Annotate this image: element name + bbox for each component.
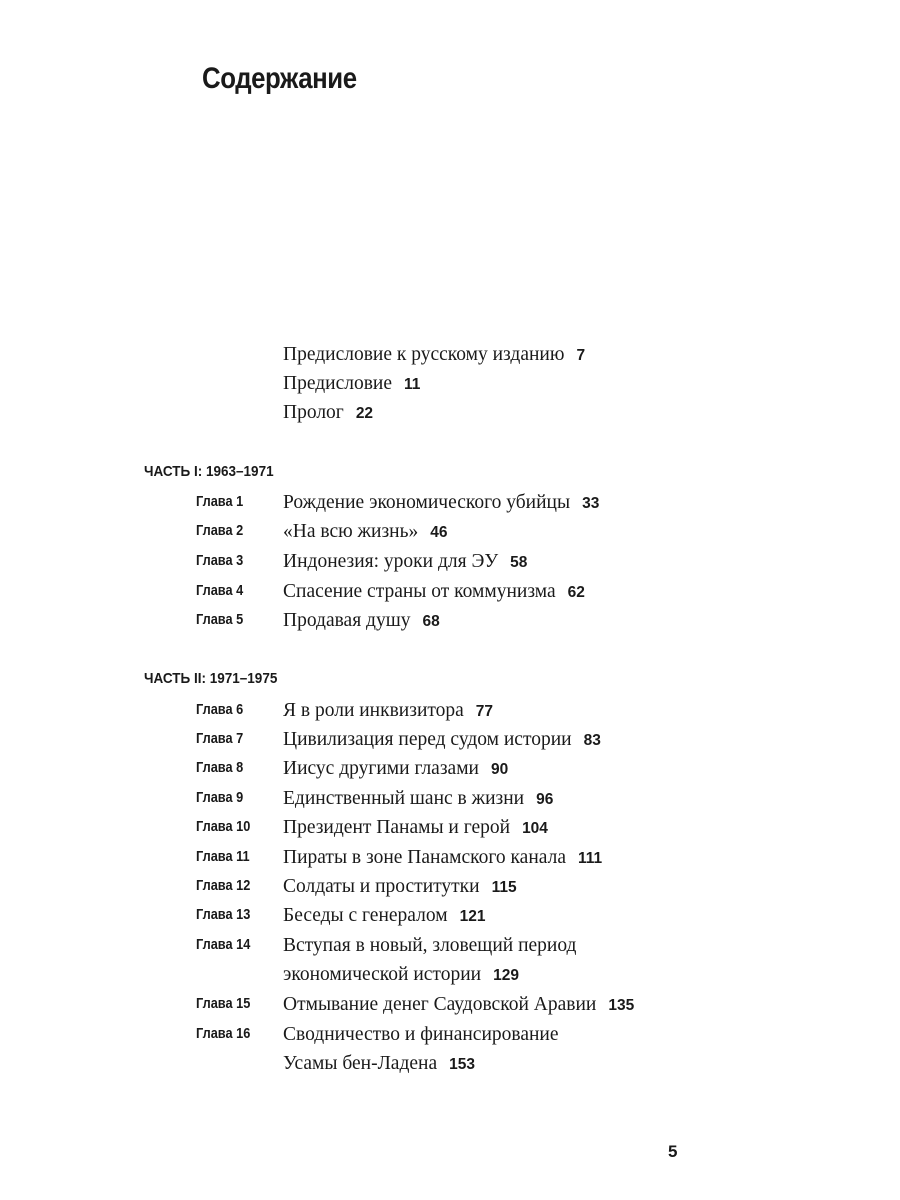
entry-title: Предисловие к русскому изданию — [283, 344, 565, 365]
toc-entry-chapter-3[interactable] — [283, 547, 527, 577]
entry-page: 90 — [490, 761, 509, 778]
toc-entry-chapter-15[interactable] — [283, 990, 634, 1020]
entry-title: Продавая душу — [283, 610, 411, 631]
chapter-label: Глава 3 — [196, 553, 244, 569]
entry-page: 58 — [510, 554, 528, 571]
entry-title: Единственный шанс в жизни — [283, 788, 525, 809]
toc-entry-chapter-12[interactable] — [283, 872, 517, 902]
entry-page: 11 — [404, 376, 421, 393]
toc-entry-chapter-7[interactable] — [283, 725, 601, 755]
page-number: 5 — [668, 1142, 678, 1161]
entry-title: Индонезия: уроки для ЭУ — [283, 551, 499, 572]
toc-entry-chapter-10[interactable] — [283, 813, 548, 843]
entry-title: «На всю жизнь» — [283, 521, 419, 542]
entry-title-continued: Усамы бен-Ладена — [283, 1053, 438, 1074]
chapter-label: Глава 16 — [196, 1026, 251, 1042]
toc-entry-chapter-11[interactable] — [283, 843, 602, 873]
entry-page: 22 — [355, 405, 374, 422]
chapter-label: Глава 12 — [196, 878, 251, 894]
entry-title: Пираты в зоне Панамского канала — [283, 847, 566, 868]
part-1-heading: ЧАСТЬ I: 1963–1971 — [144, 463, 274, 480]
chapter-label: Глава 2 — [196, 523, 244, 539]
entry-page: 111 — [577, 850, 603, 867]
entry-title: Пролог — [283, 402, 344, 423]
toc-entry-prologue[interactable] — [283, 398, 373, 428]
entry-title: Беседы с генералом — [283, 905, 448, 926]
chapter-label: Глава 6 — [196, 702, 244, 718]
chapter-label: Глава 5 — [196, 612, 244, 628]
entry-title-continued: экономической истории — [283, 964, 482, 985]
entry-page: 135 — [608, 997, 635, 1014]
entry-title: Спасение страны от коммунизма — [283, 581, 556, 602]
toc-entry-chapter-16-cont[interactable] — [283, 1049, 475, 1079]
toc-entry-chapter-14[interactable] — [283, 931, 576, 960]
chapter-label: Глава 9 — [196, 790, 244, 806]
entry-title: Сводничество и финансирование — [283, 1024, 559, 1045]
toc-entry-preface[interactable] — [283, 369, 420, 399]
entry-page: 153 — [449, 1056, 475, 1073]
chapter-label: Глава 4 — [196, 583, 244, 599]
entry-page: 68 — [422, 613, 440, 630]
chapter-label: Глава 8 — [196, 760, 244, 776]
toc-entry-chapter-5[interactable] — [283, 606, 440, 636]
toc-entry-chapter-6[interactable] — [283, 696, 493, 726]
chapter-label: Глава 11 — [196, 849, 250, 865]
chapter-label: Глава 13 — [196, 907, 251, 923]
entry-page: 46 — [430, 524, 448, 541]
toc-entry-preface-russian[interactable] — [283, 340, 585, 370]
toc-entry-chapter-8[interactable] — [283, 754, 508, 784]
entry-title: Рождение экономического убийцы — [283, 492, 571, 513]
toc-entry-chapter-4[interactable] — [283, 577, 585, 607]
toc-entry-chapter-2[interactable] — [283, 517, 448, 547]
chapter-label: Глава 14 — [196, 937, 251, 953]
entry-page: 96 — [536, 791, 554, 808]
entry-page: 83 — [583, 732, 601, 749]
entry-title: Предисловие — [283, 373, 393, 394]
chapter-label: Глава 7 — [196, 731, 244, 747]
toc-entry-chapter-16[interactable] — [283, 1020, 559, 1049]
entry-page: 104 — [522, 820, 548, 837]
toc-entry-chapter-1[interactable] — [283, 488, 599, 518]
entry-page: 62 — [567, 584, 585, 601]
entry-title: Отмывание денег Саудовской Аравии — [283, 994, 597, 1015]
entry-title: Я в роли инквизитора — [283, 700, 464, 721]
part-2-heading: ЧАСТЬ II: 1971–1975 — [144, 670, 278, 687]
entry-page: 77 — [475, 703, 494, 720]
entry-page: 33 — [582, 495, 600, 512]
chapter-label: Глава 1 — [196, 494, 244, 510]
chapter-label: Глава 15 — [196, 996, 251, 1012]
entry-page: 7 — [576, 347, 586, 364]
entry-page: 115 — [491, 879, 517, 896]
entry-title: Цивилизация перед судом истории — [283, 729, 572, 750]
entry-title: Солдаты и проститутки — [283, 876, 480, 897]
entry-title: Иисус другими глазами — [283, 758, 479, 779]
entry-title: Президент Панамы и герой — [283, 817, 511, 838]
chapter-label: Глава 10 — [196, 819, 251, 835]
entry-page: 129 — [493, 967, 519, 984]
toc-entry-chapter-9[interactable] — [283, 784, 553, 814]
entry-page: 121 — [459, 908, 486, 925]
toc-entry-chapter-13[interactable] — [283, 901, 485, 931]
page-title: Содержание — [202, 62, 357, 95]
toc-entry-chapter-14-cont[interactable] — [283, 960, 519, 990]
entry-title: Вступая в новый, зловещий период — [283, 935, 577, 956]
